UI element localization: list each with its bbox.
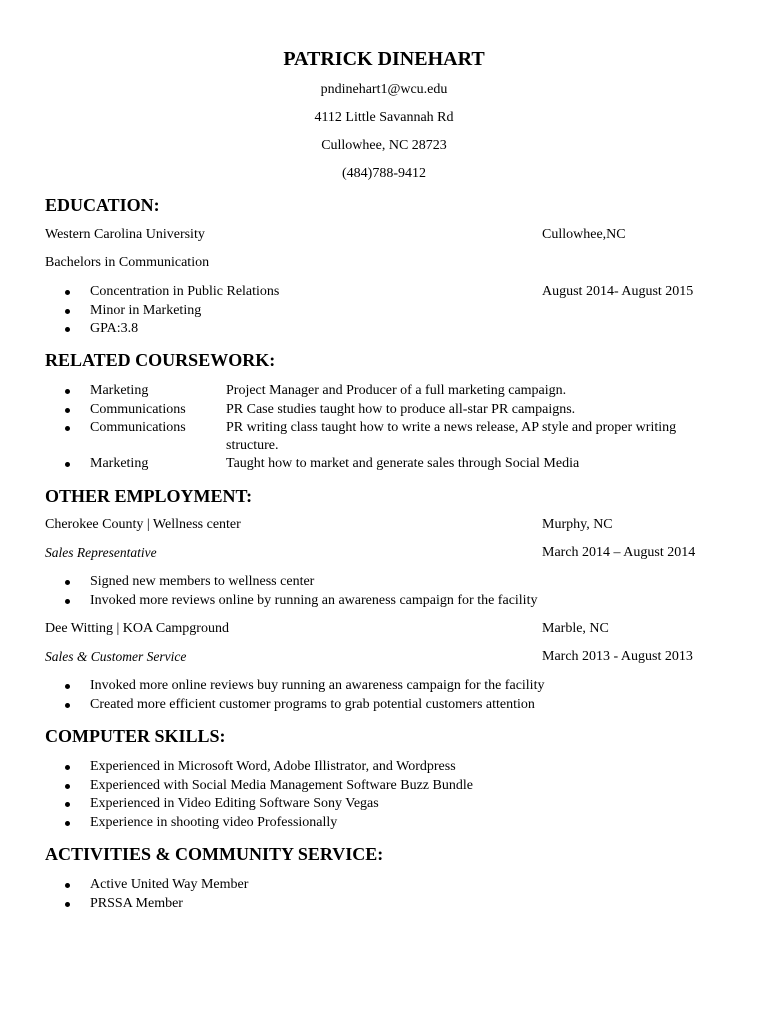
contact-address-line1: 4112 Little Savannah Rd (314, 110, 454, 125)
coursework-course: Marketing (90, 456, 149, 471)
activity-item: PRSSA Member (90, 896, 183, 911)
education-heading: EDUCATION: (45, 195, 160, 215)
job-bullet: Signed new members to wellness center (90, 574, 315, 589)
employment-heading: OTHER EMPLOYMENT: (45, 486, 253, 506)
education-degree: Bachelors in Communication (45, 255, 210, 270)
bullet-icon (65, 462, 70, 467)
job-employer: Cherokee County | Wellness center (45, 517, 241, 532)
activity-item: Active United Way Member (90, 877, 249, 892)
skill-item: Experience in shooting video Professionally (90, 815, 338, 830)
coursework-course: Marketing (90, 383, 149, 398)
job-title: Sales & Customer Service (45, 649, 187, 664)
education-bullet: GPA:3.8 (90, 321, 139, 336)
skills-heading: COMPUTER SKILLS: (45, 726, 226, 746)
coursework-heading: RELATED COURSEWORK: (45, 350, 276, 370)
contact-email: pndinehart1@wcu.edu (320, 82, 448, 97)
education-dates: August 2014- August 2015 (542, 284, 694, 299)
skill-item: Experienced in Video Editing Software Sony Vegas (90, 796, 379, 811)
job-title: Sales Representative (45, 545, 157, 560)
job-bullet: Created more efficient customer programs to grab potential customers attention (90, 697, 535, 712)
contact-phone: (484)788-9412 (342, 166, 426, 181)
bullet-icon (65, 784, 70, 789)
bullet-icon (65, 426, 70, 431)
bullet-icon (65, 821, 70, 826)
bullet-icon (65, 883, 70, 888)
coursework-description: PR Case studies taught how to produce all-star PR campaigns. (226, 402, 576, 417)
coursework-description: Project Manager and Producer of a full marketing campaign. (226, 383, 567, 398)
coursework-description-cont: structure. (226, 438, 279, 453)
coursework-description: PR writing class taught how to write a news release, AP style and proper writing (226, 420, 677, 435)
bullet-icon (65, 309, 70, 314)
job-location: Murphy, NC (542, 517, 613, 532)
bullet-icon (65, 684, 70, 689)
contact-address-line2: Cullowhee, NC 28723 (321, 138, 447, 153)
job-dates: March 2014 – August 2014 (542, 545, 696, 560)
education-bullet: Concentration in Public Relations (90, 284, 280, 299)
coursework-course: Communications (90, 402, 186, 417)
bullet-icon (65, 599, 70, 604)
education-location: Cullowhee,NC (542, 227, 626, 242)
skill-item: Experienced with Social Media Management Software Buzz Bundle (90, 778, 473, 793)
bullet-icon (65, 802, 70, 807)
job-employer: Dee Witting | KOA Campground (45, 621, 229, 636)
bullet-icon (65, 765, 70, 770)
skill-item: Experienced in Microsoft Word, Adobe Illistrator, and Wordpress (90, 759, 456, 774)
job-bullet: Invoked more reviews online by running an awareness campaign for the facility (90, 593, 538, 608)
education-school: Western Carolina University (45, 227, 205, 242)
job-bullet: Invoked more online reviews buy running an awareness campaign for the facility (90, 678, 545, 693)
bullet-icon (65, 902, 70, 907)
bullet-icon (65, 408, 70, 413)
education-bullet: Minor in Marketing (90, 303, 202, 318)
coursework-description: Taught how to market and generate sales through Social Media (226, 456, 580, 471)
bullet-icon (65, 389, 70, 394)
bullet-icon (65, 290, 70, 295)
job-location: Marble, NC (542, 621, 609, 636)
coursework-course: Communications (90, 420, 186, 435)
bullet-icon (65, 327, 70, 332)
bullet-icon (65, 580, 70, 585)
resume-name: PATRICK DINEHART (283, 48, 485, 70)
job-dates: March 2013 - August 2013 (542, 649, 693, 664)
bullet-icon (65, 703, 70, 708)
activities-heading: ACTIVITIES & COMMUNITY SERVICE: (45, 844, 384, 864)
